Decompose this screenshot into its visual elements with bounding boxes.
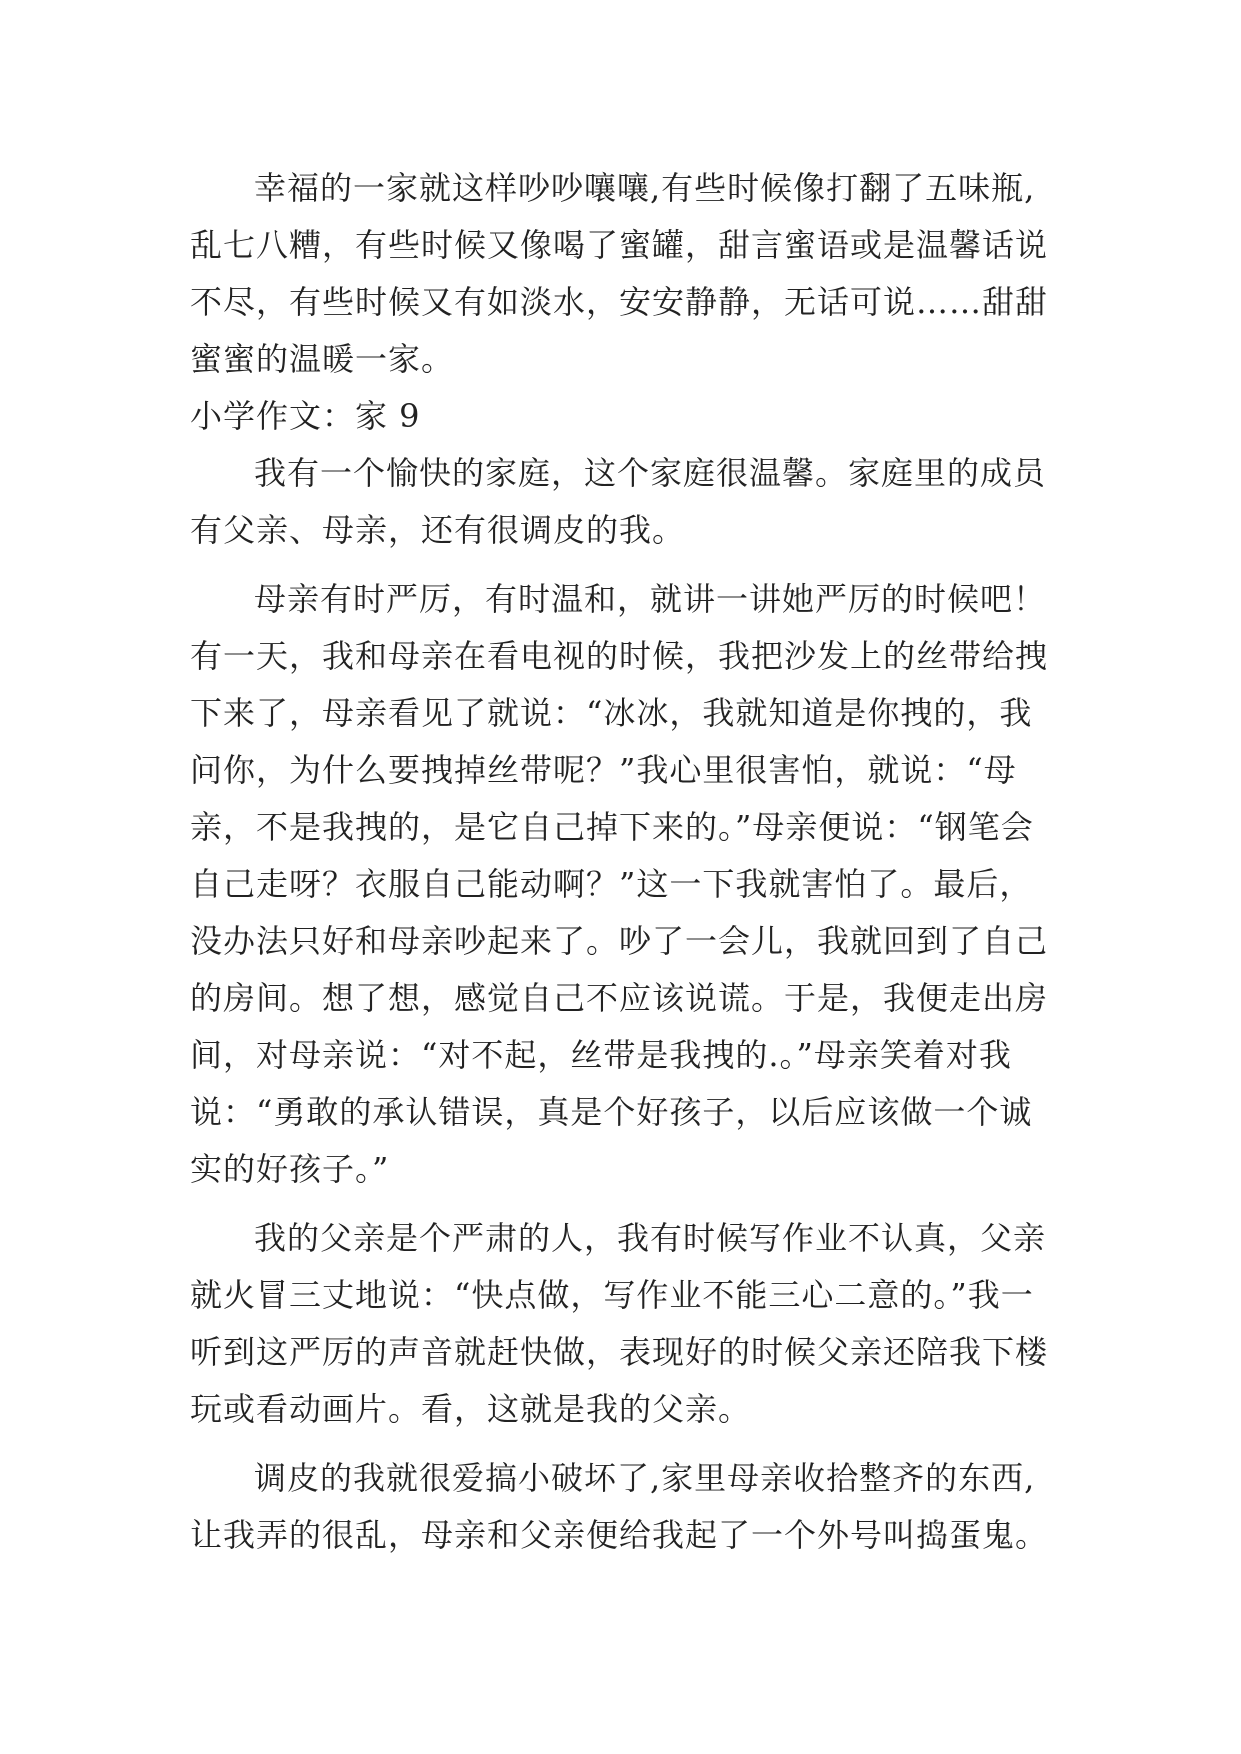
essay-body xyxy=(190,160,1060,1564)
text-line: 母亲有时严厉，有时温和，就讲一讲她严厉的时候吧！ xyxy=(254,580,1047,618)
text-line: 我有一个愉快的家庭，这个家庭很温馨。家庭里的成员 xyxy=(254,454,1047,492)
text-line: 就火冒三丈地说：“快点做，写作业不能三心二意的。”我一 xyxy=(190,1276,1034,1314)
text-line: 玩或看动画片。看，这就是我的父亲。 xyxy=(190,1390,752,1428)
text-line: 让我弄的很乱，母亲和父亲便给我起了一个外号叫捣蛋鬼。 xyxy=(190,1516,1049,1554)
text-line: 乱七八糟，有些时候又像喝了蜜罐，甜言蜜语或是温馨话说 xyxy=(190,226,1049,264)
text-line: 听到这严厉的声音就赶快做，表现好的时候父亲还陪我下楼 xyxy=(190,1333,1049,1371)
text-line: 亲，不是我拽的，是它自己掉下来的。”母亲便说：“钢笔会 xyxy=(190,808,1034,846)
text-line: 问你，为什么要拽掉丝带呢？”我心里很害怕，就说：“母 xyxy=(190,751,1017,789)
text-line: 有父亲、母亲，还有很调皮的我。 xyxy=(190,511,686,549)
text-line: 不尽，有些时候又有如淡水，安安静静，无话可说……甜甜 xyxy=(190,283,1049,321)
text-line: 没办法只好和母亲吵起来了。吵了一会儿，我就回到了自己 xyxy=(190,922,1049,960)
text-line: 自己走呀？衣服自己能动啊？”这一下我就害怕了。最后， xyxy=(190,865,1033,903)
text-line: 蜜蜜的温暖一家。 xyxy=(190,340,455,378)
text-line: 下来了，母亲看见了就说：“冰冰，我就知道是你拽的，我 xyxy=(190,694,1033,732)
text-line: 幸福的一家就这样吵吵嚷嚷,有些时候像打翻了五味瓶, xyxy=(254,169,1036,207)
text-line: 说：“勇敢的承认错误，真是个好孩子，以后应该做一个诚 xyxy=(190,1093,1033,1131)
section-heading: 小学作文：家 9 xyxy=(190,397,421,435)
text-line: 我的父亲是个严肃的人，我有时候写作业不认真，父亲 xyxy=(254,1219,1047,1257)
text-line: 有一天，我和母亲在看电视的时候，我把沙发上的丝带给拽 xyxy=(190,637,1049,675)
text-line: 间，对母亲说：“对不起，丝带是我拽的.。”母亲笑着对我 xyxy=(190,1036,1012,1074)
text-line: 的房间。想了想，感觉自己不应该说谎。于是，我便走出房 xyxy=(190,979,1049,1017)
text-line: 实的好孩子。” xyxy=(190,1150,390,1188)
text-line: 调皮的我就很爱搞小破坏了,家里母亲收拾整齐的东西, xyxy=(254,1459,1036,1497)
